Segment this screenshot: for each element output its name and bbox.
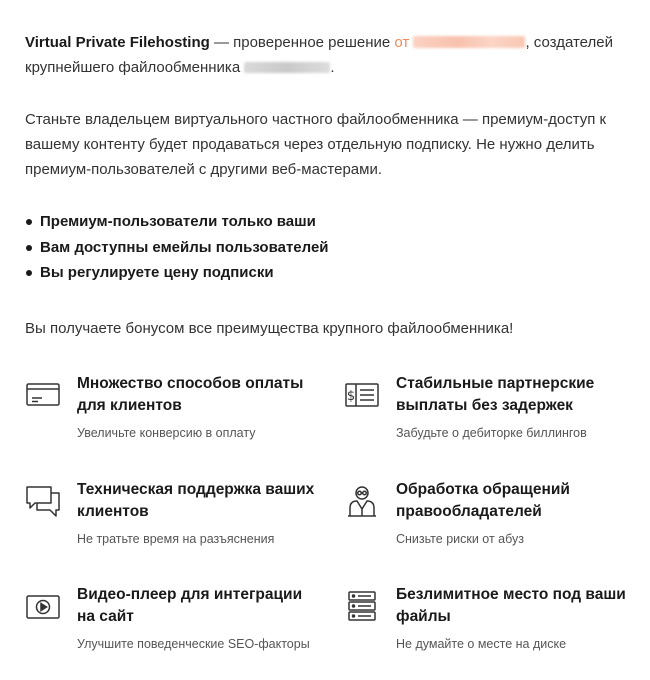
description-paragraph: Станьте владельцем виртуального частного файлообменника — премиум-доступ к вашему контенту будет продаваться через отдельную подписку. Не нужно делить премиум-пользователей с другими веб-мастерами. <box>25 111 607 178</box>
agent-icon <box>344 483 380 519</box>
feature-title: Безлимитное место под ваши файлы <box>396 586 626 625</box>
brand-name: Virtual Private Filehosting <box>25 34 210 51</box>
intro-paragraph <box>25 30 630 80</box>
feature-description: Забудьте о дебиторке биллингов <box>396 426 587 440</box>
feature-description: Улучшите поведенческие SEO-факторы <box>77 637 310 651</box>
benefit-item: Премиум-пользователи только ваши <box>25 209 630 235</box>
benefit-item: Вам доступны емейлы пользователей <box>25 235 630 261</box>
redacted-filehosting-name <box>244 62 330 73</box>
chat-bubbles-icon <box>25 483 61 519</box>
server-icon <box>344 588 380 624</box>
redacted-company-name <box>413 36 525 48</box>
intro-from-word: от <box>394 34 410 51</box>
feature-description: Не тратьте время на разъяснения <box>77 532 275 546</box>
feature-title: Видео-плеер для интеграции на сайт <box>77 586 303 625</box>
feature-title: Техническая поддержка ваших клиентов <box>77 481 315 520</box>
dollar-check-icon <box>344 377 380 413</box>
feature-title: Множество способов оплаты для клиентов <box>77 375 304 414</box>
credit-card-icon <box>25 377 61 413</box>
benefits-list <box>25 209 630 286</box>
feature-description: Увеличьте конверсию в оплату <box>77 426 256 440</box>
intro-text-middle: — проверенное решение <box>209 34 395 51</box>
feature-title: Обработка обращений правообладателей <box>396 481 570 520</box>
intro-text-after: , создателей крупнейшего файлообменника <box>25 34 613 76</box>
feature-description: Не думайте о месте на диске <box>396 637 567 651</box>
feature-description: Снизьте риски от абуз <box>396 532 524 546</box>
content <box>25 30 630 341</box>
bonus-paragraph: Вы получаете бонусом все преимущества крупного файлообменника! <box>25 319 514 337</box>
benefit-item: Вы регулируете цену подписки <box>25 260 630 286</box>
video-player-icon <box>25 588 61 624</box>
svg-text:$: $ <box>346 389 356 404</box>
feature-title: Стабильные партнерские выплаты без задержек <box>396 375 595 414</box>
intro-end-punct: . <box>330 59 335 76</box>
